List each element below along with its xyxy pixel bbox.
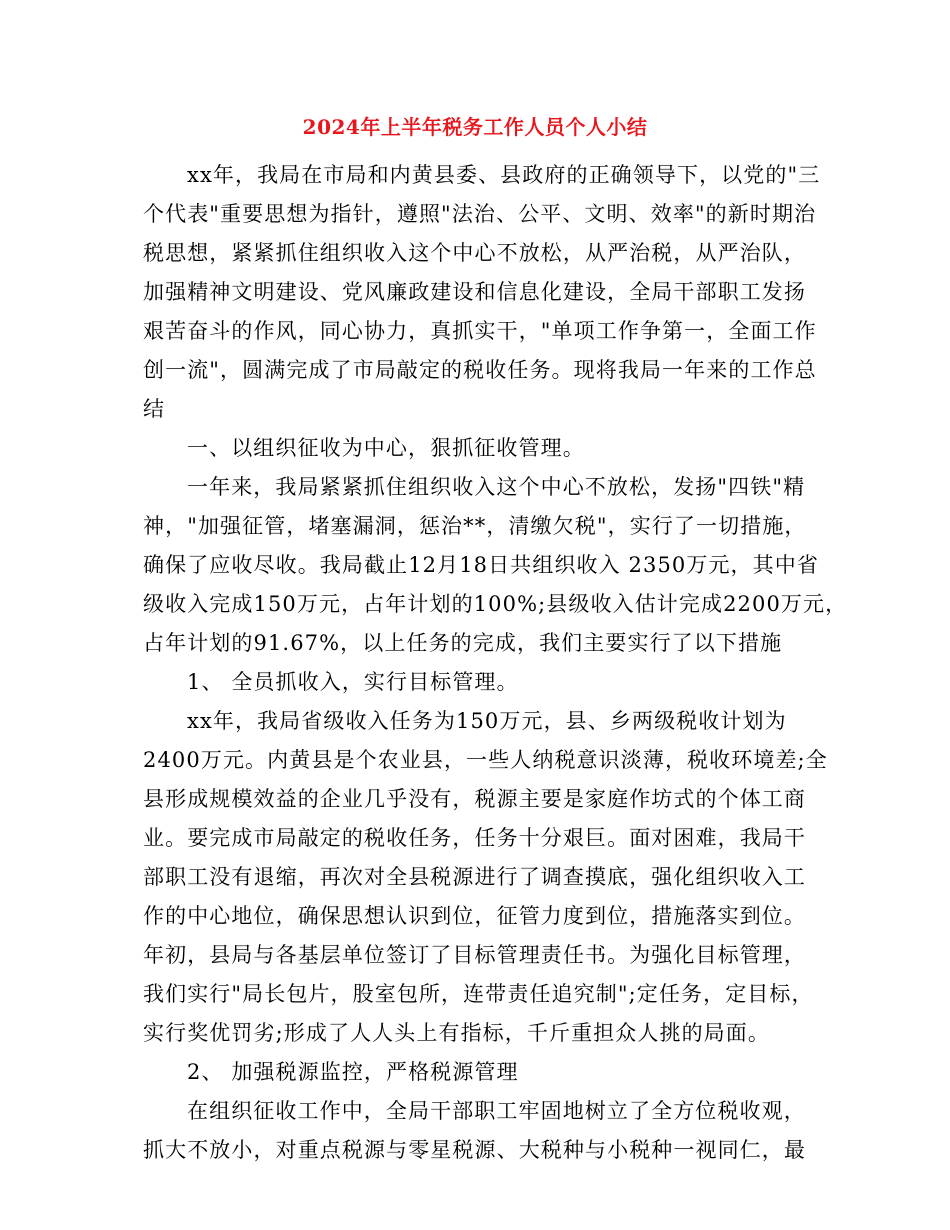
paragraph-line: 作的中心地位，确保思想认识到位，征管力度到位，措施落实到位。	[143, 904, 806, 928]
paragraph-line: 部职工没有退缩，再次对全县税源进行了调查摸底，强化组织收入工	[143, 865, 806, 889]
paragraph-line: 占年计划的91.67%，以上任务的完成，我们主要实行了以下措施	[143, 631, 783, 655]
paragraph-line: 创一流"，圆满完成了市局敲定的税收任务。现将我局一年来的工作总	[143, 358, 817, 382]
paragraph-line: 实行奖优罚劣;形成了人人头上有指标，千斤重担众人挑的局面。	[143, 1021, 770, 1045]
section-heading: 一、以组织征收为中心，狠抓征收管理。	[187, 436, 585, 460]
paragraph-line: 税思想，紧紧抓住组织收入这个中心不放松，从严治税，从严治队，	[143, 241, 806, 265]
paragraph-line: 业。要完成市局敲定的税收任务，任务十分艰巨。面对困难，我局干	[143, 826, 806, 850]
paragraph-line: 在组织征收工作中，全局干部职工牢固地树立了全方位税收观，	[187, 1099, 806, 1123]
paragraph-line: 加强精神文明建设、党风廉政建设和信息化建设，全局干部职工发扬	[143, 280, 806, 304]
paragraph-line: 级收入完成150万元，占年计划的100%;县级收入估计完成2200万元，	[143, 592, 848, 616]
paragraph-line: xx年，我局省级收入任务为150万元，县、乡两级税收计划为	[187, 709, 787, 733]
paragraph-line: 艰苦奋斗的作风，同心协力，真抓实干，"单项工作争第一，全面工作	[143, 319, 817, 343]
paragraph-line: 一年来，我局紧紧抓住组织收入这个中心不放松，发扬"四铁"精	[187, 475, 806, 499]
subsection-heading: 2、 加强税源监控，严格税源管理	[187, 1060, 519, 1084]
paragraph-line: 确保了应收尽收。我局截止12月18日共组织收入 2350万元，其中省	[143, 553, 819, 577]
paragraph-line: 抓大不放小，对重点税源与零星税源、大税种与小税种一视同仁，最	[143, 1138, 806, 1162]
document-title: 2024年上半年税务工作人员个人小结	[302, 115, 648, 139]
paragraph-line: 我们实行"局长包片，股室包所，连带责任追究制";定任务，定目标，	[143, 982, 814, 1006]
paragraph-line: 个代表"重要思想为指针，遵照"法治、公平、文明、效率"的新时期治	[143, 202, 817, 226]
paragraph-line: 年初，县局与各基层单位签订了目标管理责任书。为强化目标管理，	[143, 943, 806, 967]
paragraph-line: 2400万元。内黄县是个农业县，一些人纳税意识淡薄，税收环境差;全	[143, 748, 828, 772]
paragraph-line: xx年，我局在市局和内黄县委、县政府的正确领导下，以党的"三	[187, 163, 821, 187]
paragraph-line: 神，"加强征管，堵塞漏洞，惩治**，清缴欠税"，实行了一切措施，	[143, 514, 807, 538]
paragraph-line: 结	[143, 397, 166, 421]
paragraph-line: 县形成规模效益的企业几乎没有，税源主要是家庭作坊式的个体工商	[143, 787, 806, 811]
subsection-heading: 1、 全员抓收入，实行目标管理。	[187, 670, 519, 694]
